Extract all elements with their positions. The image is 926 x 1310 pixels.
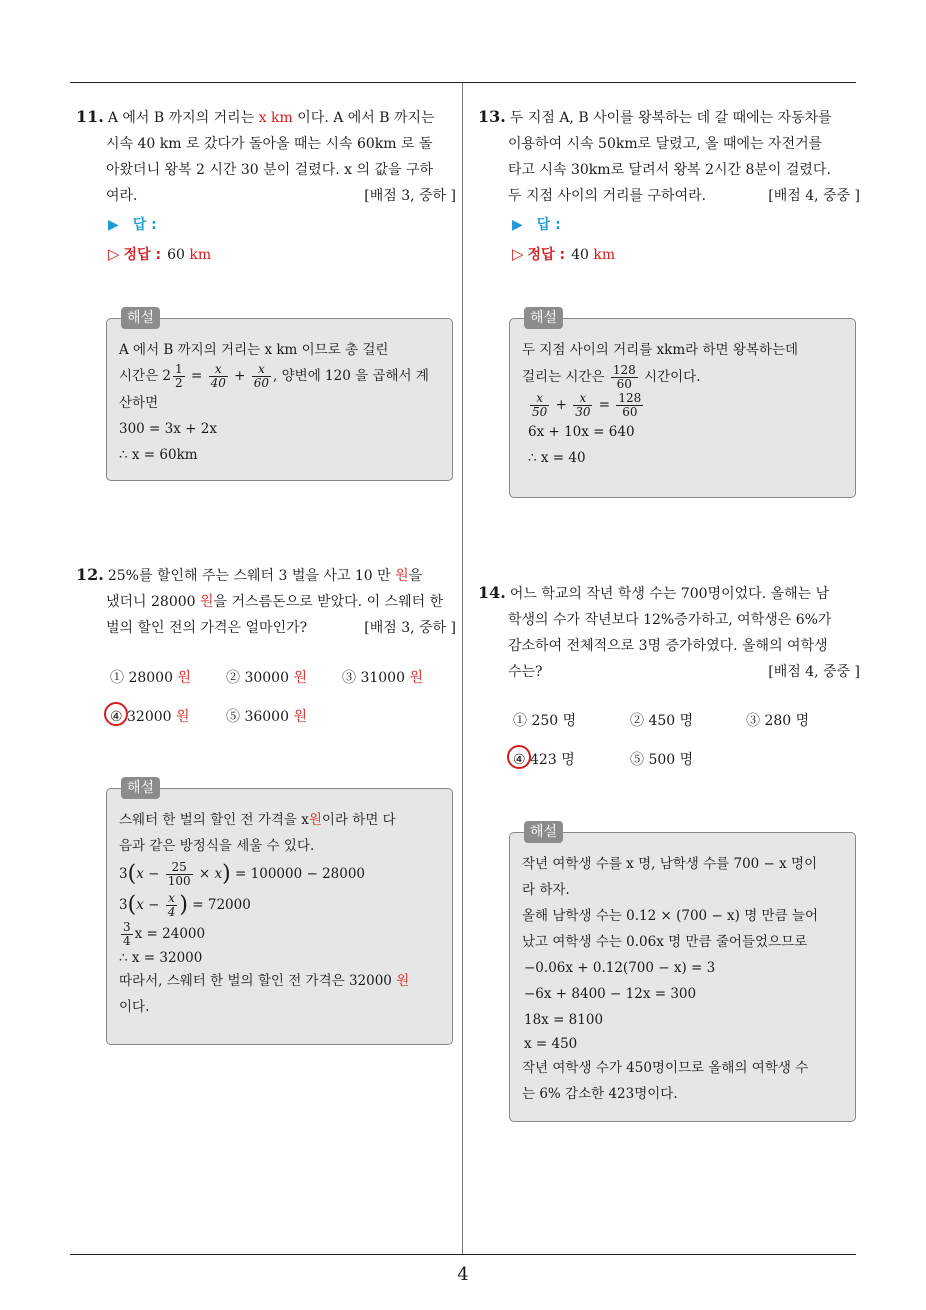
choice-3[interactable]: ③ 31000 원 [342,670,423,686]
choice-1[interactable]: ① 28000 원 [110,670,191,686]
solution-box-14: 해설 작년 여학생 수를 x 명, 남학생 수를 700 − x 명이 라 하자. 올해 남학생 수는 0.12 × (700 − x) 명 만큼 늘어 났고 여학생 수는 0.06x 명 만큼 줄어들었으므로 −0.06x + 0.12(700 − x) = 3 −6x + 8400 − 12x = 300 18x = 8100 x = 450 작년 여학생 수가 450명이므로 올해의 여학생 수 는 6% 감소한 423명이다. [509,832,856,1122]
choice-5[interactable]: ⑤ 36000 원 [226,709,307,725]
question-12: 12. 25%를 할인해 주는 스웨터 3 벌을 사고 10 만 원을 냈더니 28000 원을 거스름돈으로 받았다. 이 스웨터 한 벌의 할인 전의 가격은 얼마인가? [배점 3, 중하 ] [76,565,456,636]
play-icon: ▶ [108,217,119,233]
bottom-rule [70,1254,856,1255]
selection-circle-icon [507,745,531,769]
question-13: 13. 두 지점 A, B 사이를 왕복하는 데 갈 때에는 자동차를 이용하여 시속 50km로 달렸고, 올 때에는 자전거를 타고 시속 30km로 달려서 왕복 2시간 8분이 걸렸다. 두 지점 사이의 거리를 구하여라. [배점 4, 중중 ] [478,107,860,204]
choice-5[interactable]: ⑤ 500 명 [630,752,694,768]
solution-box-13: 해설 두 지점 사이의 거리를 xkm라 하면 왕복하는데 걸리는 시간은 $\frac{128}{60}$ 시간이다. $\frac{x}{50}$ + $\frac{x}{30}$ = $\frac{128}{60}$ 6x + 10x = 640 ∴ x = 40 [509,318,856,498]
page-number: 4 [457,1264,469,1285]
play-icon: ▶ [512,217,523,233]
choice-4-selected[interactable]: ④ 32000 원 [110,707,190,727]
choice-2[interactable]: ② 30000 원 [226,670,307,686]
answer-line: ▶ 답 : [512,217,561,233]
score-meta: [배점 3, 중하 ] [364,188,456,204]
selection-circle-icon [104,702,128,726]
question-number: 11. [76,107,104,126]
top-rule [70,82,856,83]
outline-triangle-icon: ▷ [512,245,524,263]
choice-3[interactable]: ③ 280 명 [746,713,810,729]
choice-1[interactable]: ① 250 명 [513,713,577,729]
choice-4-selected[interactable]: ④ 423 명 [513,750,575,770]
question-14: 14. 어느 학교의 작년 학생 수는 700명이었다. 올해는 남 학생의 수가 작년보다 12%증가하고, 여학생은 6%가 감소하여 전체적으로 3명 증가하였다. 올해의 여학생 수는? [배점 4, 중중 ] [478,583,860,680]
outline-triangle-icon: ▷ [108,245,120,263]
solution-box-11: 해설 A 에서 B 까지의 거리는 x km 이므로 총 걸린 시간은 2 $\frac{1}{2}$ = $\frac{x}{40}$ + $\frac{x}{60}$ , 양변에 120 을 곱해서 계 산하면 300 = 3x + 2x ∴ x = 60km [106,318,453,481]
solution-tag: 해설 [121,307,160,329]
choice-2[interactable]: ② 450 명 [630,713,694,729]
solution-box-12: 해설 스웨터 한 벌의 할인 전 가격을 x원이라 하면 다 음과 같은 방정식을 세울 수 있다. 3(x − $\frac{25}{100}$ × x) = 100000 − 28000 3(x − $\frac{x}{4}$ ) = 72000 $\frac{3}{4}$ x = 24000 ∴ x = 32000 따라서, 스웨터 한 벌의 할인 전 가격은 32000 원 이다. [106,788,453,1045]
correct-answer: ▷ 정답 : 40 km [512,245,616,263]
column-divider [462,83,463,1254]
answer-line: ▶ 답 : [108,217,157,233]
question-11: 11. A 에서 B 까지의 거리는 x km 이다. A 에서 B 까지는 시속 40 km 로 갔다가 돌아올 때는 시속 60km 로 돌 아왔더니 왕복 2 시간 30 분이 걸렸다. x 의 값을 구하 여라. [배점 3, 중하 ] [76,104,456,209]
correct-answer: ▷ 정답 : 60 km [108,245,212,263]
